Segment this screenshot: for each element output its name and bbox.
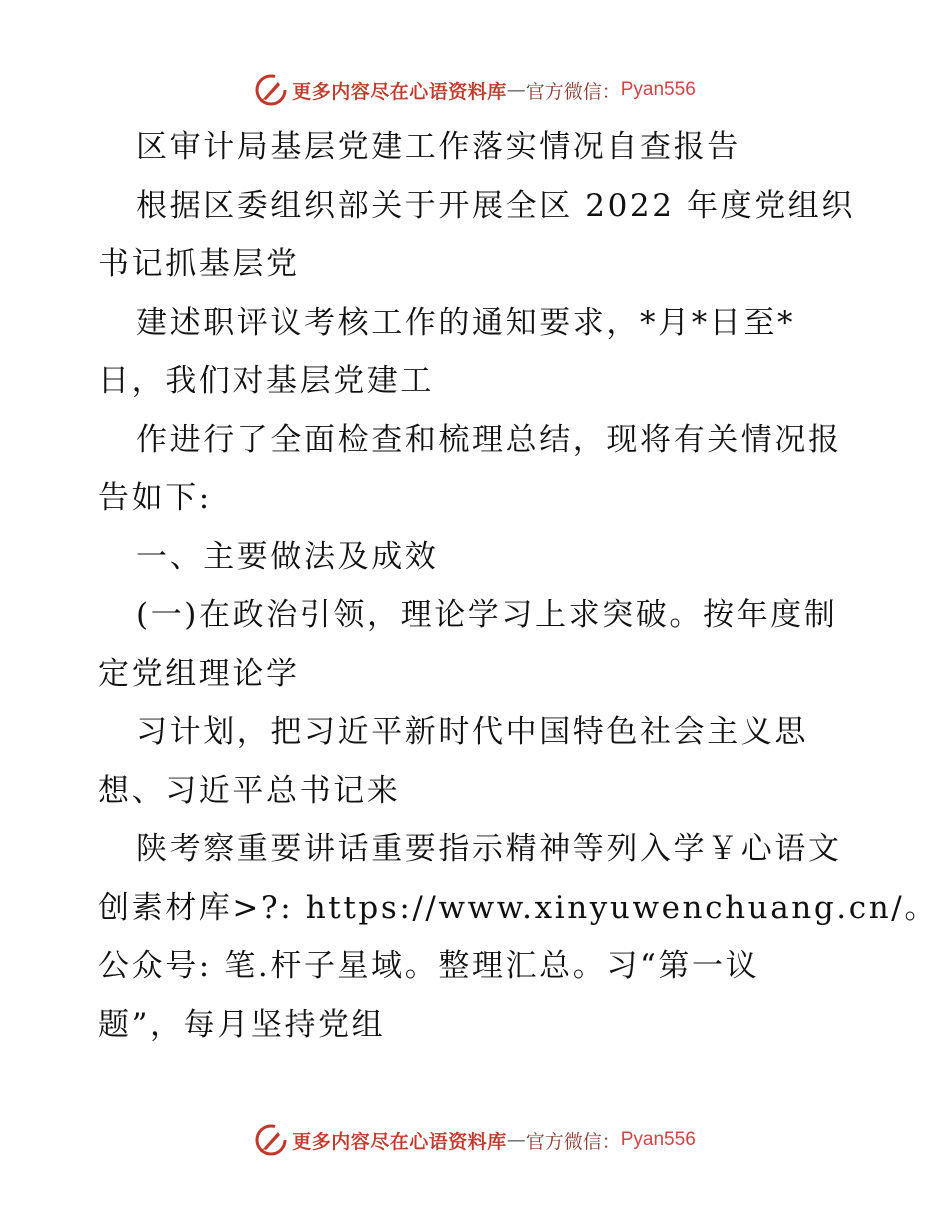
subsection-heading: (一)在政治引领，理论学习上求突破。按年度制 (136, 597, 838, 633)
header-watermark (0, 70, 950, 110)
watermark-official-label: 官方微信： (525, 1130, 621, 1153)
body-line: 定党组理论学 (98, 655, 300, 692)
watermark-dash: — (506, 79, 526, 101)
body-line: 陕考察重要讲话重要指示精神等列入学￥心语文 (136, 831, 842, 867)
document-body (98, 118, 938, 1054)
body-line: 想、习近平总书记来 (98, 772, 401, 809)
body-line: 建述职评议考核工作的通知要求，*月*日至* (136, 304, 796, 341)
watermark-site-text: 更多内容尽在心语资料库 (292, 1130, 507, 1153)
body-line: 题”，每月坚持党组 (98, 1006, 386, 1043)
footer-watermark (0, 1120, 950, 1160)
feather-pen-logo-icon (254, 73, 288, 107)
watermark-dash: — (506, 1129, 526, 1151)
watermark-wechat-id: Pyan556 (620, 1129, 696, 1150)
body-line: 日，我们对基层党建工 (98, 363, 434, 399)
body-line: 告如下: (98, 480, 212, 516)
body-line-url: 创素材库>?: https://www.xinyuwenchuang.cn/。 (98, 889, 938, 926)
body-line: 习计划，把习近平新时代中国特色社会主义思 (136, 714, 808, 750)
body-line: 根据区委组织部关于开展全区 2022 年度党组织 (136, 187, 855, 224)
watermark-official-label: 官方微信： (525, 80, 621, 103)
body-line: 作进行了全面检查和梳理总结，现将有关情况报 (136, 421, 842, 458)
watermark-site-text: 更多内容尽在心语资料库 (292, 80, 507, 103)
watermark-wechat-id: Pyan556 (620, 79, 696, 100)
body-line: 书记抓基层党 (98, 246, 300, 282)
section-heading: 一、主要做法及成效 (136, 538, 439, 575)
body-line: 公众号: 笔.杆子星域。整理汇总。习“第一议 (98, 948, 760, 984)
document-title: 区审计局基层党建工作落实情况自查报告 (136, 129, 741, 165)
feather-pen-logo-icon (254, 1123, 288, 1157)
